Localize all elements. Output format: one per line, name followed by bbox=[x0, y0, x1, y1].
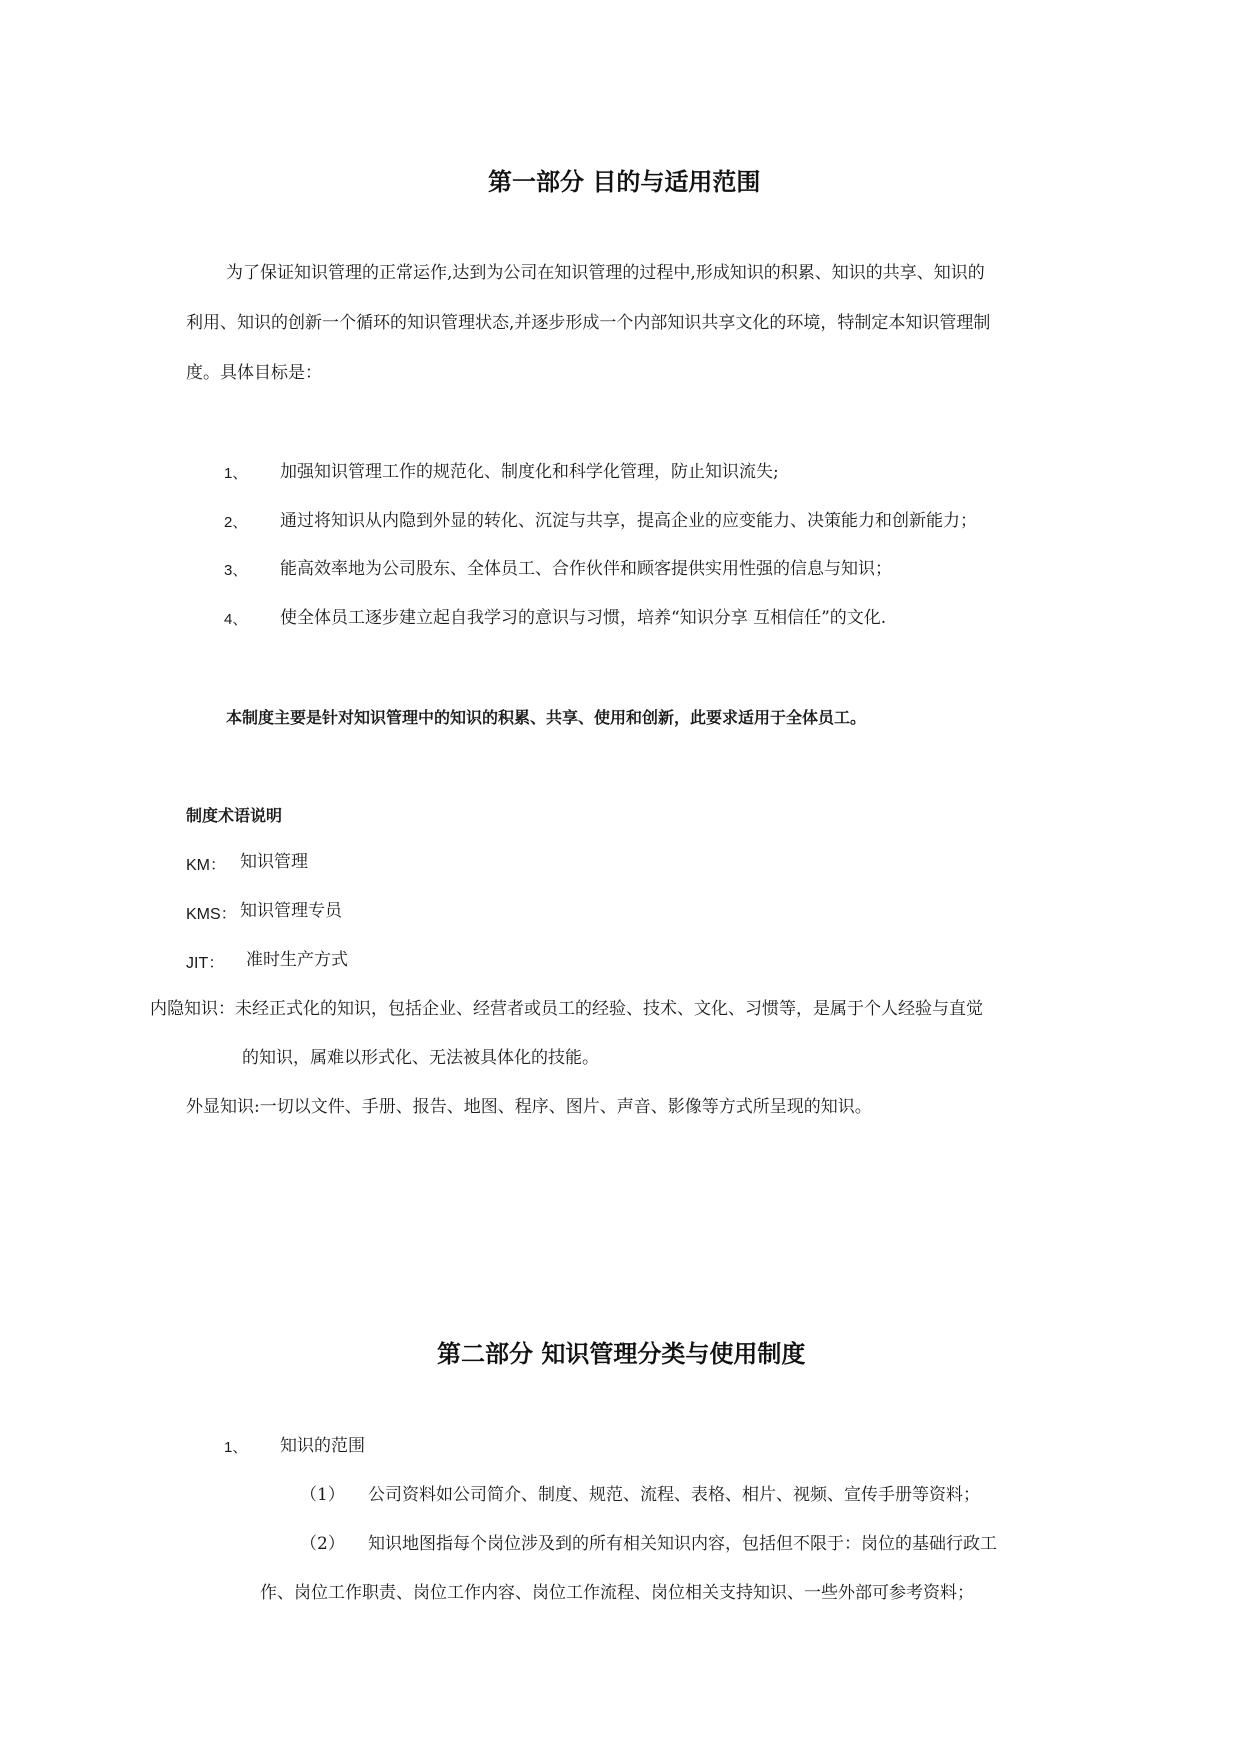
goal-number: 2、 bbox=[224, 514, 248, 531]
tacit-knowledge-line-1: 内隐知识：未经正式化的知识，包括企业、经营者或员工的经验、技术、文化、习惯等，是属于个人经验与直觉 bbox=[150, 999, 983, 1019]
goal-text: 加强知识管理工作的规范化、制度化和科学化管理，防止知识流失; bbox=[280, 462, 779, 482]
intro-line-1: 为了保证知识管理的正常运作,达到为公司在知识管理的过程中,形成知识的积累、知识的共享、知识的 bbox=[226, 263, 985, 283]
goal-text: 能高效率地为公司股东、全体员工、合作伙伴和顾客提供实用性强的信息与知识； bbox=[280, 559, 892, 579]
term-key: JIT： bbox=[186, 955, 225, 972]
section-number: 1、 bbox=[224, 1439, 248, 1456]
term-value: 准时生产方式 bbox=[246, 950, 348, 970]
part2-title: 第二部分 知识管理分类与使用制度 bbox=[437, 1340, 806, 1368]
term-value: 知识管理 bbox=[240, 852, 308, 872]
sub-text: 公司资料如公司简介、制度、规范、流程、表格、相片、视频、宣传手册等资料； bbox=[368, 1485, 980, 1505]
section-heading: 知识的范围 bbox=[280, 1436, 365, 1456]
explicit-knowledge: 外显知识:一切以文件、手册、报告、地图、程序、图片、声音、影像等方式所呈现的知识。 bbox=[186, 1097, 872, 1117]
terms-heading: 制度术语说明 bbox=[186, 806, 283, 825]
goal-number: 1、 bbox=[224, 465, 248, 482]
goal-text: 通过将知识从内隐到外显的转化、沉淀与共享，提高企业的应变能力、决策能力和创新能力； bbox=[280, 511, 977, 531]
goal-number: 4、 bbox=[224, 611, 248, 628]
goal-number: 3、 bbox=[224, 562, 248, 579]
term-value: 知识管理专员 bbox=[240, 901, 342, 921]
sub-text-continuation: 作、岗位工作职责、岗位工作内容、岗位工作流程、岗位相关支持知识、一些外部可参考资料； bbox=[260, 1583, 974, 1603]
sub-number: （2） bbox=[300, 1534, 345, 1554]
sub-number: （1） bbox=[300, 1485, 345, 1505]
intro-line-2: 利用、知识的创新一个循环的知识管理状态,并逐步形成一个内部知识共享文化的环境，特制定本知识管理制 bbox=[186, 313, 991, 333]
sub-text: 知识地图指每个岗位涉及到的所有相关知识内容，包括但不限于：岗位的基础行政工 bbox=[368, 1534, 997, 1554]
intro-line-3: 度。具体目标是： bbox=[186, 363, 322, 383]
part1-title: 第一部分 目的与适用范围 bbox=[488, 168, 761, 196]
term-key: KM： bbox=[186, 857, 227, 874]
term-key: KMS： bbox=[186, 906, 237, 923]
tacit-knowledge-line-2: 的知识，属难以形式化、无法被具体化的技能。 bbox=[242, 1048, 599, 1068]
goal-text: 使全体员工逐步建立起自我学习的意识与习惯，培养“知识分享 互相信任”的文化. bbox=[280, 608, 887, 628]
scope-statement: 本制度主要是针对知识管理中的知识的积累、共享、使用和创新，此要求适用于全体员工。 bbox=[226, 708, 867, 727]
